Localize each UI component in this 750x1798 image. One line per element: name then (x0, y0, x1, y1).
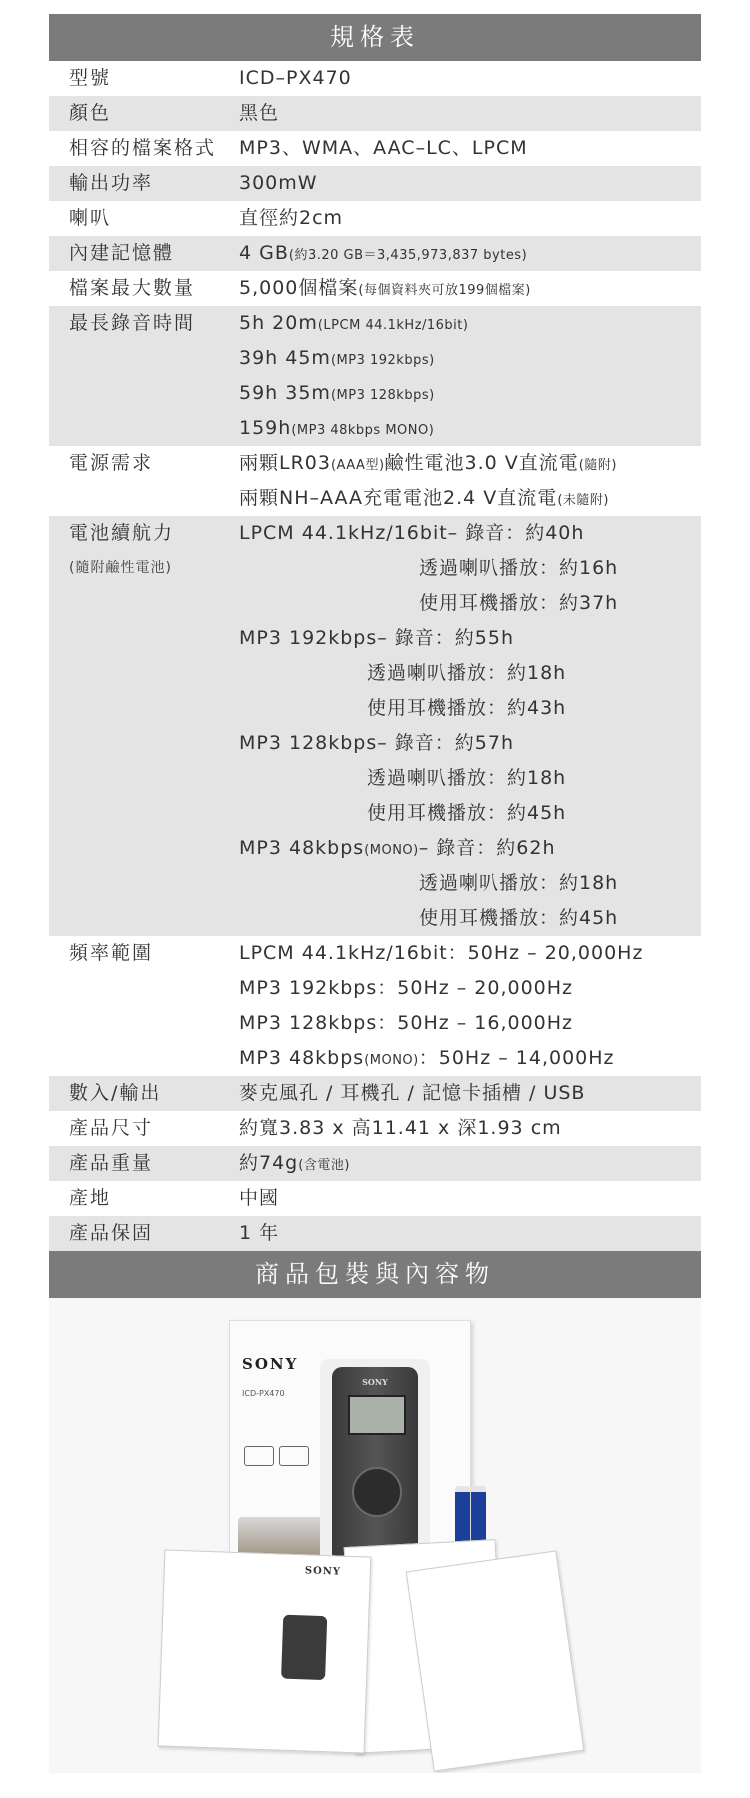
spec-values (239, 306, 701, 446)
spec-value-line (239, 201, 701, 236)
spec-value-text: MP3 128kbps：50Hz – 16,000Hz (239, 1012, 574, 1034)
spec-value-line (239, 376, 701, 411)
package-contents-photo (49, 1298, 701, 1773)
spec-value-line (239, 236, 701, 271)
spec-value-text: 約寬3.83 x 高11.41 x 深1.93 cm (239, 1117, 562, 1139)
spec-value-line (239, 971, 701, 1006)
spec-value-line (239, 516, 701, 551)
spec-value-text: ICD–PX470 (239, 67, 352, 89)
spec-value-text: 透過喇叭播放：約18h (367, 662, 567, 684)
package-contents-header: 商品包裝與內容物 (49, 1251, 701, 1298)
spec-value-line (239, 96, 701, 131)
spec-value-text: 使用耳機播放：約43h (367, 697, 567, 719)
spec-value-line (239, 1006, 701, 1041)
spec-label: 內建記憶體 (69, 242, 175, 264)
spec-row (49, 1146, 701, 1181)
spec-value-text: 麥克風孔 / 耳機孔 / 記憶卡插槽 / USB (239, 1082, 586, 1104)
spec-value-text: LPCM 44.1kHz/16bit– 錄音：約40h (239, 522, 585, 544)
spec-label: 產地 (69, 1187, 112, 1209)
spec-value-text: MP3 192kbps：50Hz – 20,000Hz (239, 977, 574, 999)
spec-value-note: (含電池) (298, 1158, 350, 1173)
spec-row (49, 1111, 701, 1146)
spec-value-text: 5,000個檔案 (239, 277, 359, 299)
spec-table-header: 規格表 (49, 14, 701, 61)
spec-value-text: 中國 (239, 1187, 280, 1209)
spec-value-text: 39h 45m (239, 347, 331, 369)
spec-value-line (239, 691, 701, 726)
manual-device-image (281, 1615, 327, 1680)
spec-value-text: 使用耳機播放：約45h (419, 907, 619, 929)
spec-label: 產品重量 (69, 1152, 154, 1174)
spec-value-line (239, 271, 701, 306)
spec-value-text: 直徑約2cm (239, 207, 344, 229)
manual-booklet (158, 1549, 372, 1753)
voice-recorder-image (332, 1367, 418, 1563)
spec-values (239, 166, 701, 201)
box-brand-logo: SONY (242, 1355, 299, 1373)
spec-row (49, 131, 701, 166)
spec-value-line (239, 901, 701, 936)
spec-values (239, 96, 701, 131)
spec-value-text: – 錄音：約62h (418, 837, 556, 859)
spec-value-text: LPCM 44.1kHz/16bit：50Hz – 20,000Hz (239, 942, 644, 964)
spec-value-text: 透過喇叭播放：約18h (419, 872, 619, 894)
spec-value-note: (LPCM 44.1kHz/16bit) (317, 318, 469, 333)
spec-value-text: MP3 192kbps– 錄音：約55h (239, 627, 515, 649)
spec-row (49, 446, 701, 516)
spec-value-text: 鹼性電池3.0 V直流電 (384, 452, 579, 474)
spec-value-line (239, 1181, 701, 1216)
spec-values (239, 271, 701, 306)
spec-values (239, 131, 701, 166)
spec-value-text: 1 年 (239, 1222, 280, 1244)
spec-row (49, 271, 701, 306)
spec-value-line (239, 831, 701, 866)
box-model-text: ICD-PX470 (242, 1389, 285, 1398)
spec-value-text: 兩顆NH–AAA充電電池2.4 V直流電 (239, 487, 558, 509)
device-control-pad (352, 1467, 402, 1517)
spec-value-line (239, 61, 701, 96)
spec-value-line (239, 1041, 701, 1076)
spec-values (239, 446, 701, 516)
spec-values (239, 1146, 701, 1181)
spec-sheet (49, 14, 701, 1773)
spec-value-text: 透過喇叭播放：約16h (419, 557, 619, 579)
spec-value-line (239, 796, 701, 831)
spec-value-line (239, 446, 701, 481)
spec-row (49, 1181, 701, 1216)
spec-value-text: ：50Hz – 14,000Hz (418, 1047, 615, 1069)
spec-value-note: (AAA型) (330, 458, 385, 473)
device-screen (348, 1395, 406, 1435)
spec-label: 數入/輸出 (69, 1082, 162, 1104)
spec-value-line (239, 936, 701, 971)
spec-label: 最長錄音時間 (69, 312, 196, 334)
spec-values (239, 1111, 701, 1146)
spec-values (239, 236, 701, 271)
spec-value-note: (MP3 48kbps MONO) (291, 423, 435, 438)
spec-label: 相容的檔案格式 (69, 137, 217, 159)
spec-value-text: 使用耳機播放：約45h (367, 802, 567, 824)
spec-label: 顏色 (69, 102, 112, 124)
spec-label: 電池續航力 (69, 522, 175, 544)
spec-value-line (239, 726, 701, 761)
spec-value-line (239, 166, 701, 201)
spec-value-note: (MP3 128kbps) (330, 388, 435, 403)
spec-value-note: (隨附) (578, 458, 617, 473)
spec-values (239, 1076, 701, 1111)
spec-label: 輸出功率 (69, 172, 154, 194)
spec-value-text: MP3 128kbps– 錄音：約57h (239, 732, 515, 754)
spec-value-note: (MONO) (364, 843, 419, 858)
spec-value-note: (約3.20 GB＝3,435,973,837 bytes) (288, 248, 528, 263)
spec-values (239, 1181, 701, 1216)
spec-values (239, 61, 701, 96)
spec-value-line (239, 551, 701, 586)
spec-row (49, 96, 701, 131)
spec-value-note: (MONO) (364, 1053, 419, 1068)
spec-row (49, 201, 701, 236)
spec-row (49, 1216, 701, 1251)
spec-value-line (239, 411, 701, 446)
spec-value-note: (未隨附) (557, 493, 609, 508)
spec-value-line (239, 1076, 701, 1111)
spec-row (49, 61, 701, 96)
spec-values (239, 1216, 701, 1251)
spec-label: 型號 (69, 67, 112, 89)
spec-value-text: 5h 20m (239, 312, 318, 334)
spec-value-text: 黑色 (239, 102, 280, 124)
spec-value-note: (每個資料夾可放199個檔案) (358, 283, 531, 298)
spec-value-line (239, 761, 701, 796)
spec-value-line (239, 1216, 701, 1251)
spec-value-text: 4 GB (239, 242, 289, 264)
spec-row (49, 936, 701, 1076)
spec-values (239, 936, 701, 1076)
spec-value-line (239, 1111, 701, 1146)
spec-value-text: MP3 48kbps (239, 837, 365, 859)
spec-value-text: 使用耳機播放：約37h (419, 592, 619, 614)
spec-value-line (239, 131, 701, 166)
spec-value-line (239, 306, 701, 341)
spec-values (239, 201, 701, 236)
spec-value-line (239, 586, 701, 621)
spec-value-line (239, 866, 701, 901)
spec-label: 產品尺寸 (69, 1117, 154, 1139)
spec-label: 頻率範圍 (69, 942, 154, 964)
spec-value-line (239, 656, 701, 691)
spec-values (239, 516, 701, 936)
spec-value-note: (MP3 192kbps) (330, 353, 435, 368)
spec-value-text: 300mW (239, 172, 318, 194)
manual-brand-logo: SONY (304, 1565, 342, 1578)
spec-label: 喇叭 (69, 207, 112, 229)
spec-row (49, 236, 701, 271)
spec-label: 產品保固 (69, 1222, 154, 1244)
spec-label: 電源需求 (69, 452, 154, 474)
spec-row (49, 516, 701, 936)
spec-value-text: 59h 35m (239, 382, 331, 404)
spec-row (49, 166, 701, 201)
box-feature-badges (244, 1446, 314, 1472)
spec-value-text: MP3 48kbps (239, 1047, 365, 1069)
spec-value-text: 約74g (239, 1152, 299, 1174)
spec-row (49, 306, 701, 446)
device-brand-logo: SONY (362, 1377, 388, 1387)
spec-value-text: MP3、WMA、AAC–LC、LPCM (239, 137, 528, 159)
spec-value-text: 兩顆LR03 (239, 452, 331, 474)
spec-value-line (239, 1146, 701, 1181)
spec-value-text: 透過喇叭播放：約18h (367, 767, 567, 789)
spec-value-line (239, 621, 701, 656)
spec-label: 檔案最大數量 (69, 277, 196, 299)
spec-value-line (239, 341, 701, 376)
spec-row (49, 1076, 701, 1111)
spec-table (49, 61, 701, 1251)
manual-booklet (406, 1550, 585, 1771)
spec-value-text: 159h (239, 417, 292, 439)
spec-sublabel: (隨附鹼性電池) (69, 560, 172, 576)
spec-value-line (239, 481, 701, 516)
